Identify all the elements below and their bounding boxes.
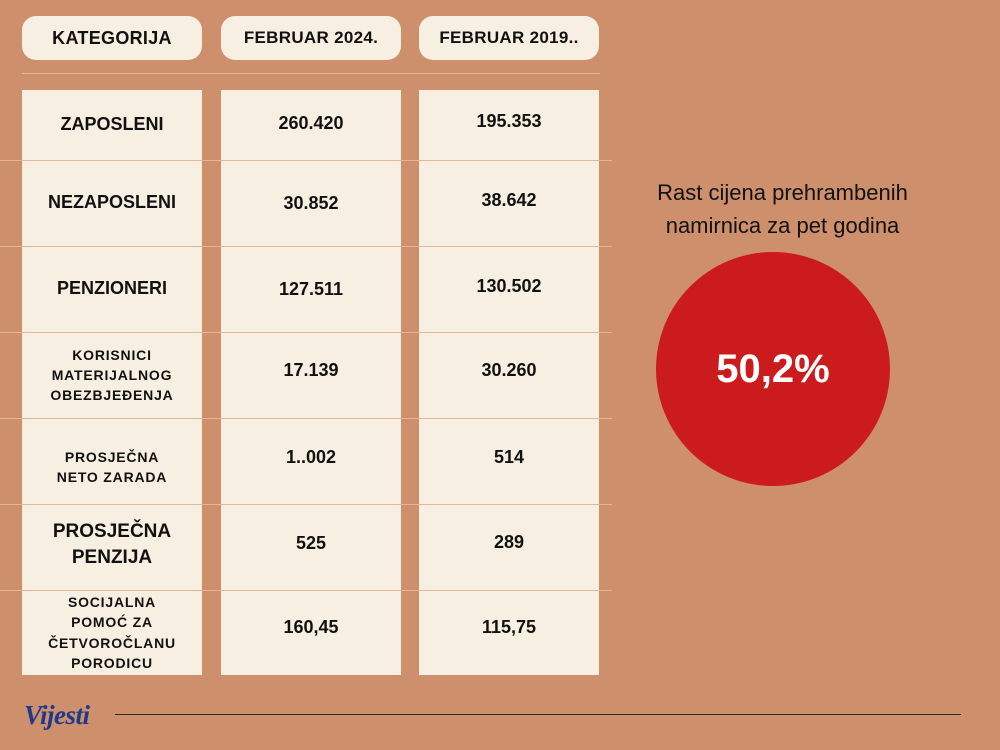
value-2019: 115,75 (481, 617, 537, 637)
vijesti-logo: Vijesti (24, 700, 90, 730)
row-label: ZAPOSLENI (60, 114, 164, 135)
header-february-2019: FEBRUAR 2019.. (419, 16, 599, 60)
value-2019: 38.642 (481, 189, 537, 210)
value-2019: 289 (493, 531, 525, 552)
value-2019: 514 (493, 446, 525, 467)
value-2024: 1..002 (285, 446, 337, 467)
value-2019: 30.260 (481, 359, 537, 380)
row-label: PROSJEČNA NETO ZARADA (56, 448, 168, 485)
row-label: PROSJEČNA PENZIJA (52, 521, 172, 568)
value-2024: 17.139 (283, 359, 339, 380)
row-label: KORISNICI MATERIJALNOG OBEZBJEĐENJA (50, 346, 174, 404)
growth-value: 50,2% (716, 346, 830, 391)
value-2019: 130.502 (476, 275, 542, 296)
row-label: NEZAPOSLENI (47, 192, 176, 213)
growth-circle (656, 252, 890, 486)
header-category: KATEGORIJA (22, 16, 202, 60)
value-2024: 30.852 (283, 192, 339, 213)
value-2024: 160,45 (283, 617, 339, 637)
value-2024: 127.511 (278, 278, 344, 299)
header-february-2024: FEBRUAR 2024. (221, 16, 401, 60)
food-price-growth-caption: Rast cijena prehrambenih namirnica za pet godina (657, 180, 908, 238)
row-label: PENZIONERI (56, 278, 167, 299)
header-divider (22, 73, 600, 74)
value-2024: 525 (295, 532, 327, 553)
value-2019: 195.353 (476, 110, 542, 131)
value-2024: 260.420 (278, 112, 344, 133)
footer-divider (115, 714, 961, 715)
row-label: SOCIJALNA POMOĆ ZA ČETVOROČLANU PORODICU (48, 593, 176, 671)
